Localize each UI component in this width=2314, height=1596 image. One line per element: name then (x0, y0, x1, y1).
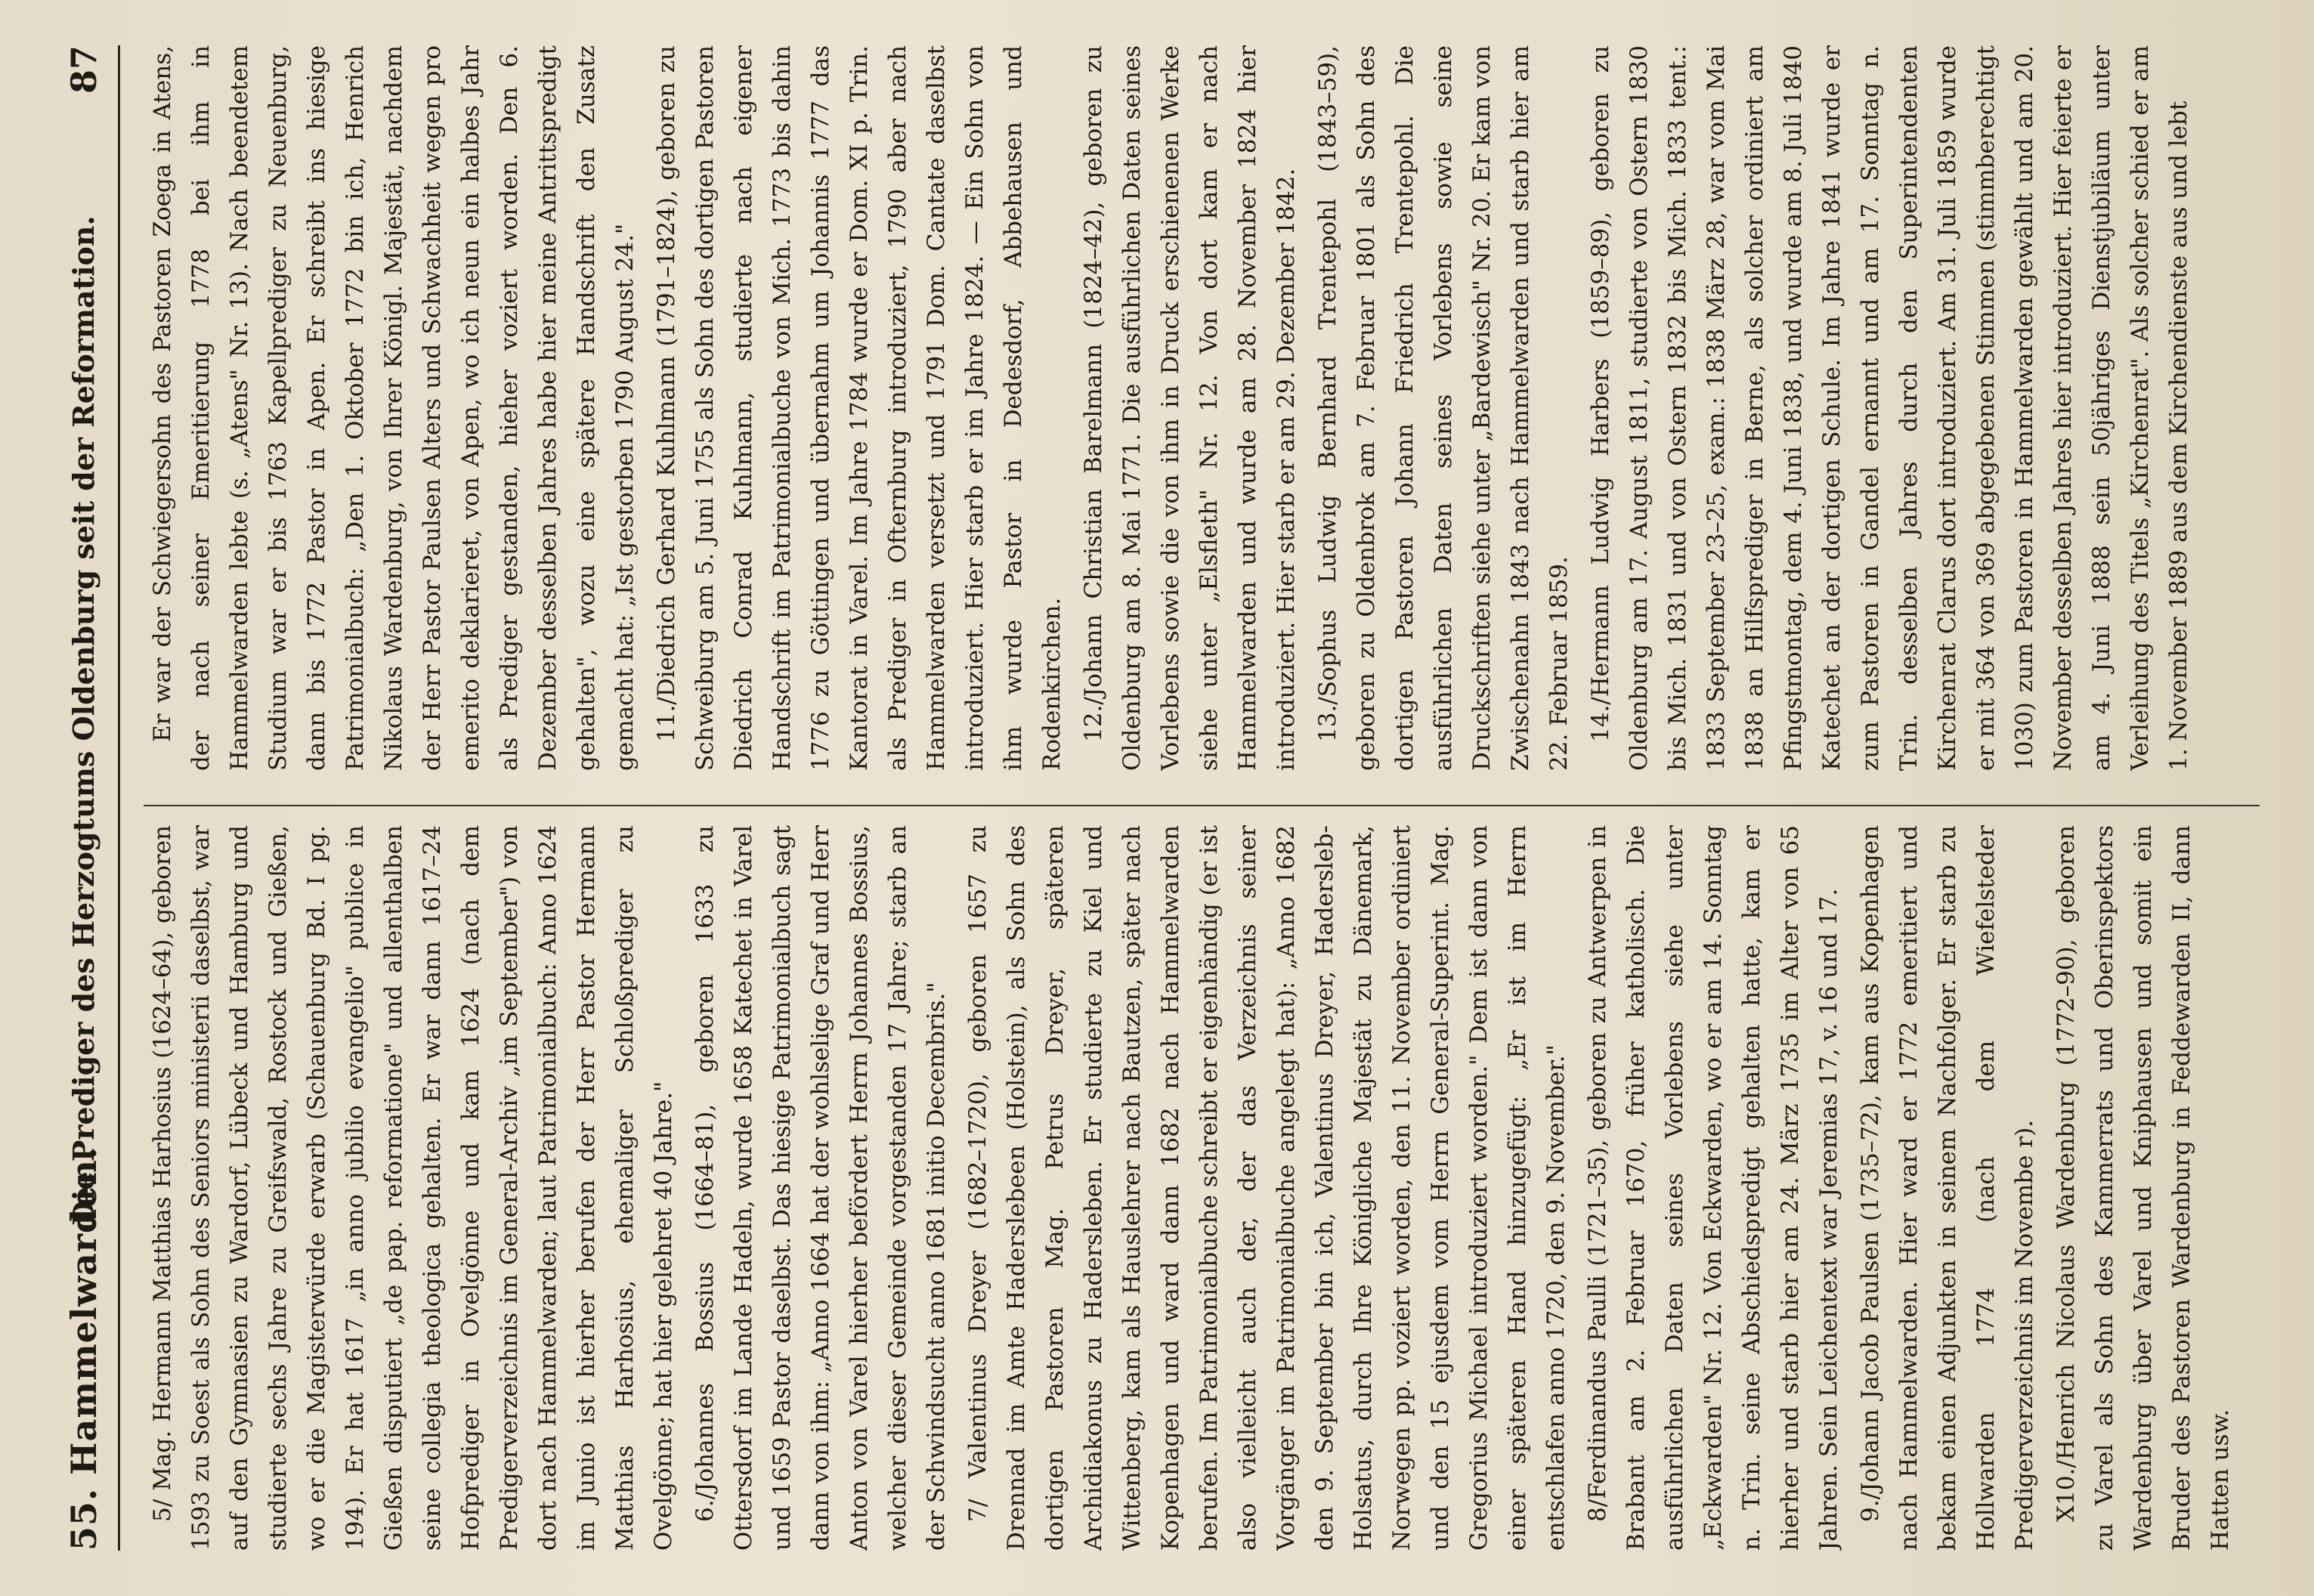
entry-paragraph: 11./Diedrich Gerhard Kuhlmann (1791–1824), geboren zu Schweiburg am 5. Juni 1755 als Sohn des dortigen Pastoren Diedrich Conrad Kuhlmann, studierte nach eigener Handschrift im Patrimonialbuche von Mich. 1773 bis dahin 1776 zu Göttingen und übernahm um Johannis 1777 das Kantorat in Varel. Im Jahre 1784 wurde er Dom. XI p. Trin. als Prediger in Ofternburg introduziert, 1790 aber nach Hammelwarden versetzt und 1791 Dom. Cantate daselbst introduziert. Hier starb er im Jahre 1824. — Ein Sohn von ihm wurde Pastor in Dedesdorf, Abbehausen und Rodenkirchen. (653, 45, 1066, 771)
column-divider (144, 805, 2260, 806)
entry-paragraph: 6./Johannes Bossius (1664–81), geboren 1633 zu Ottersdorf im Lande Hadeln, wurde 1658 Katechet in Varel und 1659 Pastor daselbst. Das hiesige Patrimonialbuch sagt dann von ihm: „Anno 1664 hat der wohlselige Graf und Herr Anton von Varel hierher befördert Herrn Johannes Bossius, welcher dieser Gemeinde vorgestanden 17 Jahre; starb an der Schwindsucht anno 1681 initio Decembris." (691, 825, 950, 1551)
entry-paragraph: 12./Johann Christian Barelmann (1824–42), geboren zu Oldenburg am 8. Mai 1771. Die ausführlichen Daten seines Vorlebens sowie die von ihm in Druck erschienenen Werke siehe unter „Elsfleth" Nr. 12. Von dort kam er nach Hammelwarden und wurde am 28. November 1824 hier introduziert. Hier starb er am 29. Dezember 1842. (1080, 45, 1300, 771)
entry-paragraph: 5/ Mag. Hermann Matthias Harhosius (1624–64), geboren 1593 zu Soest als Sohn des Seniors ministerii daselbst, war auf den Gymnasien zu Wardorf, Lübeck und Hamburg und studierte sechs Jahre zu Greifswald, Rostock und Gießen, wo er die Magisterwürde erwarb (Schauenburg Bd. I pg. 194). Er hat 1617 „in anno jubilio evangelio" publice in Gießen disputiert „de pap. reformatione" und allenthalben seine collegia theologica gehalten. Er war dann 1617–24 Hofprediger in Ovelgönne und kam 1624 (nach dem Predigerverzeichnis im General-Archiv „im September") von dort nach Hammelwarden; laut Patrimonialbuch: Anno 1624 im Junio ist hierher berufen der Herr Pastor Hermann Matthias Harhosius, ehemaliger Schloßprediger zu Ovelgönne; hat hier gelehret 40 Jahre." (149, 825, 677, 1551)
left-column (144, 825, 2260, 1551)
running-head (50, 45, 120, 1551)
entry-paragraph: 7/ Valentinus Dreyer (1682–1720), geboren 1657 zu Drennad im Amte Haderslebeen (Holstein), als Sohn des dortigen Pastoren Mag. Petrus Dreyer, späteren Archidiakonus zu Hadersleben. Er studierte zu Kiel und Wittenberg, kam als Hauslehrer nach Bautzen, später nach Kopenhagen und ward dann 1682 nach Hammelwarden berufen. Im Patrimonialbuche schreibt er eigenhändig (er ist also vielleicht auch der, der das Verzeichnis seiner Vorgänger im Patrimonialbuche angelegt hat): „Anno 1682 den 9. September bin ich, Valentinus Dreyer, Hadersleb-Holsatus, durch Ihre Königliche Majestät zu Dänemark, Norwegen pp. voziert worden, den 11. November ordiniert und den 15 ejusdem vom Herrn General-Superint. Mag. Gregorius Michael introduziert worden." Dem ist dann von einer späteren Hand hinzugefügt: „Er ist im Herrn entschlafen anno 1720, den 9. November." (964, 825, 1570, 1551)
book-title: Die Prediger des Herzogtums Oldenburg seit der Reformation. (67, 215, 101, 1226)
entry-paragraph: 9./Johann Jacob Paulsen (1735–72), kam aus Kopenhagen nach Hammelwarden. Hier ward er 1772 emeritiert und bekam einen Adjunkten in seinem Nachfolger. Er starb zu Hollwarden 1774 (nach dem Wiefelsteder Predigerverzeichnis im Novembe r). (1857, 825, 2038, 1551)
entry-paragraph: Er war der Schwiegersohn des Pastoren Zoega in Atens, der nach seiner Emeritierung 1778 bei ihm in Hammelwarden lebte (s. „Atens" Nr. 13). Nach beendetem Studium war er bis 1763 Kapellprediger zu Neuenburg, dann bis 1772 Pastor in Apen. Er schreibt ins hiesige Patrimonialbuch: „Den 1. Oktober 1772 bin ich, Henrich Nikolaus Wardenburg, von Ihrer Königl. Majestät, nachdem der Herr Pastor Paulsen Alters und Schwachheit wegen pro emerito deklarieret, von Apen, wo ich neun ein halbes Jahr als Prediger gestanden, hieher voziert worden. Den 6. Dezember desselben Jahres habe hier meine Antrittspredigt gehalten", wozu eine spätere Handschrift den Zusatz gemacht hat: „Ist gestorben 1790 August 24." (149, 45, 639, 771)
entry-paragraph: 14./Hermann Ludwig Harbers (1859–89), geboren zu Oldenburg am 17. August 1811, studierte von Ostern 1830 bis Mich. 1831 und von Ostern 1832 bis Mich. 1833 tent.: 1833 September 23–25, exam.: 1838 März 28, war vom Mai 1838 an Hilfsprediger in Berne, als solcher ordiniert am Pfingstmontag, dem 4. Juni 1838, und wurde am 8. Juli 1840 Katechet an der dortigen Schule. Im Jahre 1841 wurde er zum Pastoren in Gandel ernannt und am 17. Sonntag n. Trin. desselben Jahres durch den Superintendenten Kirchenrat Clarus dort introduziert. Am 31. Juli 1859 wurde er mit 364 von 369 abgegebenen Stimmen (stimmberechtigt 1030) zum Pastoren in Hammelwarden gewählt und am 20. November desselben Jahres hier introduziert. Hier feierte er am 4. Juni 1888 sein 50jähriges Dienstjubiläum unter Verleihung des Titels „Kirchenrat". Als solcher schied er am 1. November 1889 aus dem Kirchendienste aus und lebt (1587, 45, 2192, 771)
page-number: 87 (63, 45, 104, 94)
entry-paragraph: X10./Henrich Nicolaus Wardenburg (1772–90), geboren zu Varel als Sohn des Kammerrats und Oberinspektors Wardenburg über Varel und Kniphausen und somit ein Bruder des Pastoren Wardenburg in Feddewarden II, dann Hatten usw. (2053, 825, 2234, 1551)
entry-paragraph: 13./Sophus Ludwig Bernhard Trentepohl (1843–59), geboren zu Oldenbrok am 7. Februar 1801 als Sohn des dortigen Pastoren Johann Friedrich Trentepohl. Die ausführlichen Daten seines Vorlebens sowie seine Druckschriften siehe unter „Bardewisch" Nr. 20. Er kam von Zwischenahn 1843 nach Hammelwarden und starb hier am 22. Februar 1859. (1314, 45, 1573, 771)
section-title: 55. Hammelwarden. (63, 1146, 104, 1551)
right-column (144, 45, 2260, 771)
entry-paragraph: 8/Ferdinandus Paulli (1721–35), geboren zu Antwerpen in Brabant am 2. Februar 1670, früher katholisch. Die ausführlichen Daten seines Vorlebens siehe unter „Eckwarden" Nr. 12. Von Eckwarden, wo er am 14. Sonntag n. Trin. seine Abschiedspredigt gehalten hatte, kam er hierher und starb hier am 24. März 1735 im Alter von 65 Jahren. Sein Leichentext war Jeremias 17, v. 16 und 17. (1584, 825, 1842, 1551)
